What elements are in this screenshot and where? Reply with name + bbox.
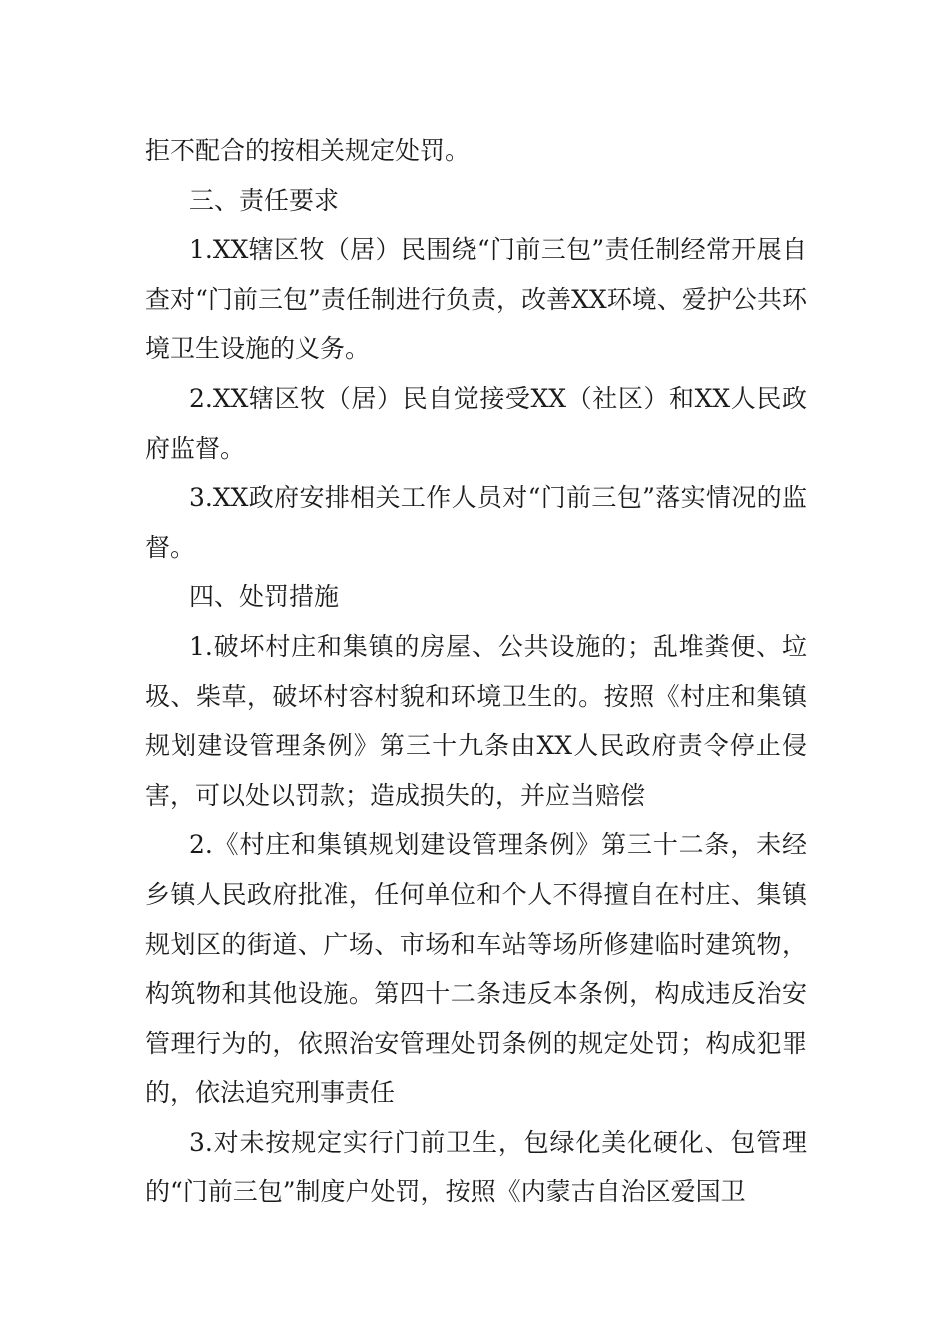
section-heading-penalty: 四、处罚措施 xyxy=(189,582,340,612)
paragraph-responsibility-1: 1.XX辖区牧（居）民围绕“门前三包”责任制经常开展自查对“门前三包”责任制进行负责，改善XX环境、爱护公共环境卫生设施的义务。 xyxy=(145,235,807,364)
paragraph-penalty-3: 3.对未按规定实行门前卫生，包绿化美化硬化、包管理的“门前三包”制度户处罚，按照《内蒙古自治区爱国卫 xyxy=(145,1127,807,1207)
paragraph-penalty-2: 2.《村庄和集镇规划建设管理条例》第三十二条，未经乡镇人民政府批准，任何单位和个人不得擅自在村庄、集镇规划区的街道、广场、市场和车站等场所修建临时建筑物，构筑物和其他设施。第四十二条违反本条例，构成违反治安管理行为的，依照治安管理处罚条例的规定处罚；构成犯罪的，依法追究刑事责任 xyxy=(145,830,807,1108)
section-heading-responsibility: 三、责任要求 xyxy=(189,185,340,215)
paragraph-continuation: 拒不配合的按相关规定处罚。 xyxy=(145,136,471,165)
document-body xyxy=(145,126,807,1217)
paragraph-penalty-1: 1.破坏村庄和集镇的房屋、公共设施的；乱堆粪便、垃圾、柴草，破坏村容村貌和环境卫生的。按照《村庄和集镇规划建设管理条例》第三十九条由XX人民政府责令停止侵害，可以处以罚款；造成损失的，并应当赔偿 xyxy=(145,631,807,810)
paragraph-responsibility-3: 3.XX政府安排相关工作人员对“门前三包”落实情况的监督。 xyxy=(145,483,807,562)
paragraph-responsibility-2: 2.XX辖区牧（居）民自觉接受XX（社区）和XX人民政府监督。 xyxy=(145,383,807,463)
